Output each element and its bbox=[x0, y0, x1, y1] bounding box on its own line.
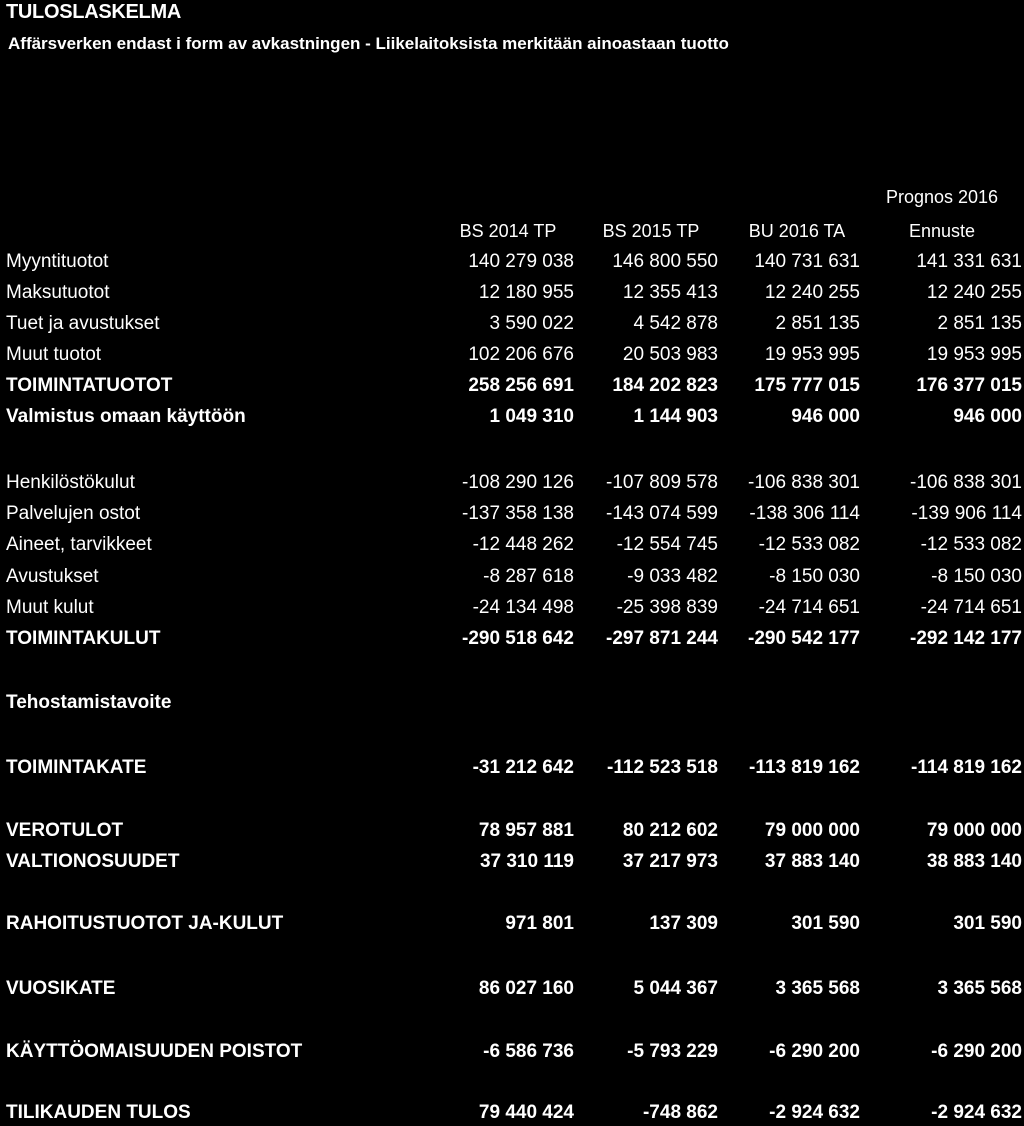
value-ennuste: 19 953 995 bbox=[926, 344, 1022, 365]
table-row-verotulot bbox=[0, 818, 1024, 844]
value-ennuste: -6 290 200 bbox=[931, 1041, 1022, 1062]
table-row-avustukset bbox=[0, 564, 1024, 590]
value-ennuste: -114 819 162 bbox=[911, 757, 1022, 778]
table-row-palvelujen-ostot bbox=[0, 501, 1024, 527]
value-bs2015: -9 033 482 bbox=[627, 566, 718, 587]
table-row-tehostamistavoite bbox=[0, 690, 1024, 716]
row-label: TOIMINTAKATE bbox=[6, 757, 147, 778]
value-bs2014: -6 586 736 bbox=[483, 1041, 574, 1062]
value-ennuste: -24 714 651 bbox=[920, 597, 1022, 618]
column-header-bs2015: BS 2015 TP bbox=[602, 221, 700, 241]
value-ennuste: -12 533 082 bbox=[920, 534, 1022, 555]
value-bu2016: 79 000 000 bbox=[764, 820, 860, 841]
row-label: Aineet, tarvikkeet bbox=[6, 534, 152, 555]
value-ennuste: 141 331 631 bbox=[916, 251, 1022, 272]
value-bs2015: -112 523 518 bbox=[607, 757, 718, 778]
row-label: VEROTULOT bbox=[6, 820, 124, 841]
row-label: Maksutuotot bbox=[6, 282, 110, 303]
value-ennuste: 176 377 015 bbox=[916, 375, 1022, 396]
table-row-valmistus-omaan-kayttoon bbox=[0, 404, 1024, 430]
value-bu2016: -138 306 114 bbox=[749, 503, 860, 524]
value-ennuste: 2 851 135 bbox=[937, 313, 1022, 334]
row-label: Tehostamistavoite bbox=[6, 692, 172, 713]
value-bu2016: 946 000 bbox=[791, 406, 860, 427]
value-ennuste: 79 000 000 bbox=[926, 820, 1022, 841]
table-row-aineet-tarvikkeet bbox=[0, 532, 1024, 558]
value-bs2014: 79 440 424 bbox=[478, 1102, 574, 1123]
value-bs2015: -748 862 bbox=[642, 1102, 718, 1123]
row-label: TILIKAUDEN TULOS bbox=[6, 1102, 191, 1123]
value-bs2015: 4 542 878 bbox=[633, 313, 718, 334]
value-bu2016: -113 819 162 bbox=[749, 757, 860, 778]
table-row-muut-tuotot bbox=[0, 342, 1024, 368]
table-row-henkilostokulut bbox=[0, 470, 1024, 496]
table-row-kayttoomaisuuden-poistot bbox=[0, 1039, 1024, 1065]
value-bu2016: -12 533 082 bbox=[758, 534, 860, 555]
row-label: Muut tuotot bbox=[6, 344, 102, 365]
table-row-toimintatuotot bbox=[0, 373, 1024, 399]
column-header-ennuste: Ennuste bbox=[908, 221, 976, 241]
value-bs2015: 137 309 bbox=[649, 913, 718, 934]
value-bs2014: 12 180 955 bbox=[478, 282, 574, 303]
value-bu2016: 175 777 015 bbox=[754, 375, 860, 396]
value-bu2016: 3 365 568 bbox=[775, 978, 860, 999]
value-bs2015: 12 355 413 bbox=[622, 282, 718, 303]
row-label: VUOSIKATE bbox=[6, 978, 116, 999]
row-label: KÄYTTÖOMAISUUDEN POISTOT bbox=[6, 1041, 303, 1062]
value-bs2014: -12 448 262 bbox=[472, 534, 574, 555]
value-bs2014: -31 212 642 bbox=[472, 757, 574, 778]
value-bs2014: -137 358 138 bbox=[462, 503, 574, 524]
value-bs2015: 1 144 903 bbox=[633, 406, 718, 427]
column-header-bs2014: BS 2014 TP bbox=[459, 221, 557, 241]
value-bu2016: 12 240 255 bbox=[764, 282, 860, 303]
value-ennuste: -2 924 632 bbox=[931, 1102, 1022, 1123]
value-bu2016: 140 731 631 bbox=[754, 251, 860, 272]
row-label: Muut kulut bbox=[6, 597, 94, 618]
row-label: Henkilöstökulut bbox=[6, 472, 135, 493]
value-bs2014: 140 279 038 bbox=[468, 251, 574, 272]
table-row-maksutuotot bbox=[0, 280, 1024, 306]
row-label: RAHOITUSTUOTOT JA-KULUT bbox=[6, 913, 284, 934]
value-ennuste: 12 240 255 bbox=[926, 282, 1022, 303]
value-ennuste: -139 906 114 bbox=[911, 503, 1022, 524]
value-bs2014: 78 957 881 bbox=[478, 820, 574, 841]
table-row-toimintakate bbox=[0, 755, 1024, 781]
table-row-muut-kulut bbox=[0, 595, 1024, 621]
value-bu2016: 2 851 135 bbox=[775, 313, 860, 334]
value-bs2014: -290 518 642 bbox=[462, 628, 574, 649]
value-bs2014: 971 801 bbox=[505, 913, 574, 934]
row-label: Palvelujen ostot bbox=[6, 503, 141, 524]
column-header-prognos: Prognos 2016 bbox=[885, 187, 999, 207]
value-ennuste: 301 590 bbox=[953, 913, 1022, 934]
value-bs2015: 146 800 550 bbox=[612, 251, 718, 272]
value-bs2015: 37 217 973 bbox=[622, 851, 718, 872]
table-row-vuosikate bbox=[0, 976, 1024, 1002]
value-ennuste: 946 000 bbox=[953, 406, 1022, 427]
value-bs2014: 37 310 119 bbox=[479, 851, 574, 872]
table-row-tuet-ja-avustukset bbox=[0, 311, 1024, 337]
row-label: Avustukset bbox=[6, 566, 99, 587]
value-bs2015: 80 212 602 bbox=[622, 820, 718, 841]
value-bu2016: -106 838 301 bbox=[748, 472, 860, 493]
page-subtitle: Affärsverken endast i form av avkastningen - Liikelaitoksista merkitään ainoastaan tuotto bbox=[8, 34, 729, 53]
table-row-valtionosuudet bbox=[0, 849, 1024, 875]
value-bs2015: 184 202 823 bbox=[612, 375, 718, 396]
value-ennuste: -106 838 301 bbox=[910, 472, 1022, 493]
row-label: VALTIONOSUUDET bbox=[6, 851, 180, 872]
row-label: Valmistus omaan käyttöön bbox=[6, 406, 246, 427]
value-bu2016: -2 924 632 bbox=[769, 1102, 860, 1123]
row-label: TOIMINTAKULUT bbox=[6, 628, 161, 649]
value-ennuste: -8 150 030 bbox=[931, 566, 1022, 587]
table-row-myyntituotot bbox=[0, 249, 1024, 275]
row-label: TOIMINTATUOTOT bbox=[6, 375, 173, 396]
value-bs2015: -143 074 599 bbox=[606, 503, 718, 524]
value-bu2016: 19 953 995 bbox=[764, 344, 860, 365]
value-ennuste: 38 883 140 bbox=[926, 851, 1022, 872]
value-bs2015: -25 398 839 bbox=[616, 597, 718, 618]
value-bs2015: 20 503 983 bbox=[622, 344, 718, 365]
value-bs2014: 258 256 691 bbox=[468, 375, 574, 396]
value-bs2014: 102 206 676 bbox=[468, 344, 574, 365]
value-ennuste: 3 365 568 bbox=[937, 978, 1022, 999]
value-bs2015: -5 793 229 bbox=[627, 1041, 718, 1062]
table-row-rahoitustuotot-ja-kulut bbox=[0, 911, 1024, 937]
value-bu2016: -6 290 200 bbox=[769, 1041, 860, 1062]
row-label: Tuet ja avustukset bbox=[6, 313, 160, 334]
value-bs2014: -8 287 618 bbox=[483, 566, 574, 587]
value-bs2014: 1 049 310 bbox=[489, 406, 574, 427]
table-row-toimintakulut bbox=[0, 626, 1024, 652]
page-title: TULOSLASKELMA bbox=[6, 1, 181, 23]
value-bs2014: -24 134 498 bbox=[472, 597, 574, 618]
value-bs2014: -108 290 126 bbox=[462, 472, 574, 493]
value-bs2015: -107 809 578 bbox=[606, 472, 718, 493]
value-bs2015: 5 044 367 bbox=[633, 978, 718, 999]
value-bu2016: -8 150 030 bbox=[769, 566, 860, 587]
value-bu2016: -24 714 651 bbox=[758, 597, 860, 618]
value-bu2016: -290 542 177 bbox=[748, 628, 860, 649]
value-bs2015: -12 554 745 bbox=[616, 534, 718, 555]
column-header-bu2016: BU 2016 TA bbox=[748, 221, 846, 241]
value-bu2016: 37 883 140 bbox=[764, 851, 860, 872]
value-bu2016: 301 590 bbox=[791, 913, 860, 934]
table-row-tilikauden-tulos bbox=[0, 1100, 1024, 1126]
value-bs2015: -297 871 244 bbox=[606, 628, 718, 649]
value-bs2014: 3 590 022 bbox=[489, 313, 574, 334]
value-bs2014: 86 027 160 bbox=[478, 978, 574, 999]
value-ennuste: -292 142 177 bbox=[910, 628, 1022, 649]
row-label: Myyntituotot bbox=[6, 251, 109, 272]
